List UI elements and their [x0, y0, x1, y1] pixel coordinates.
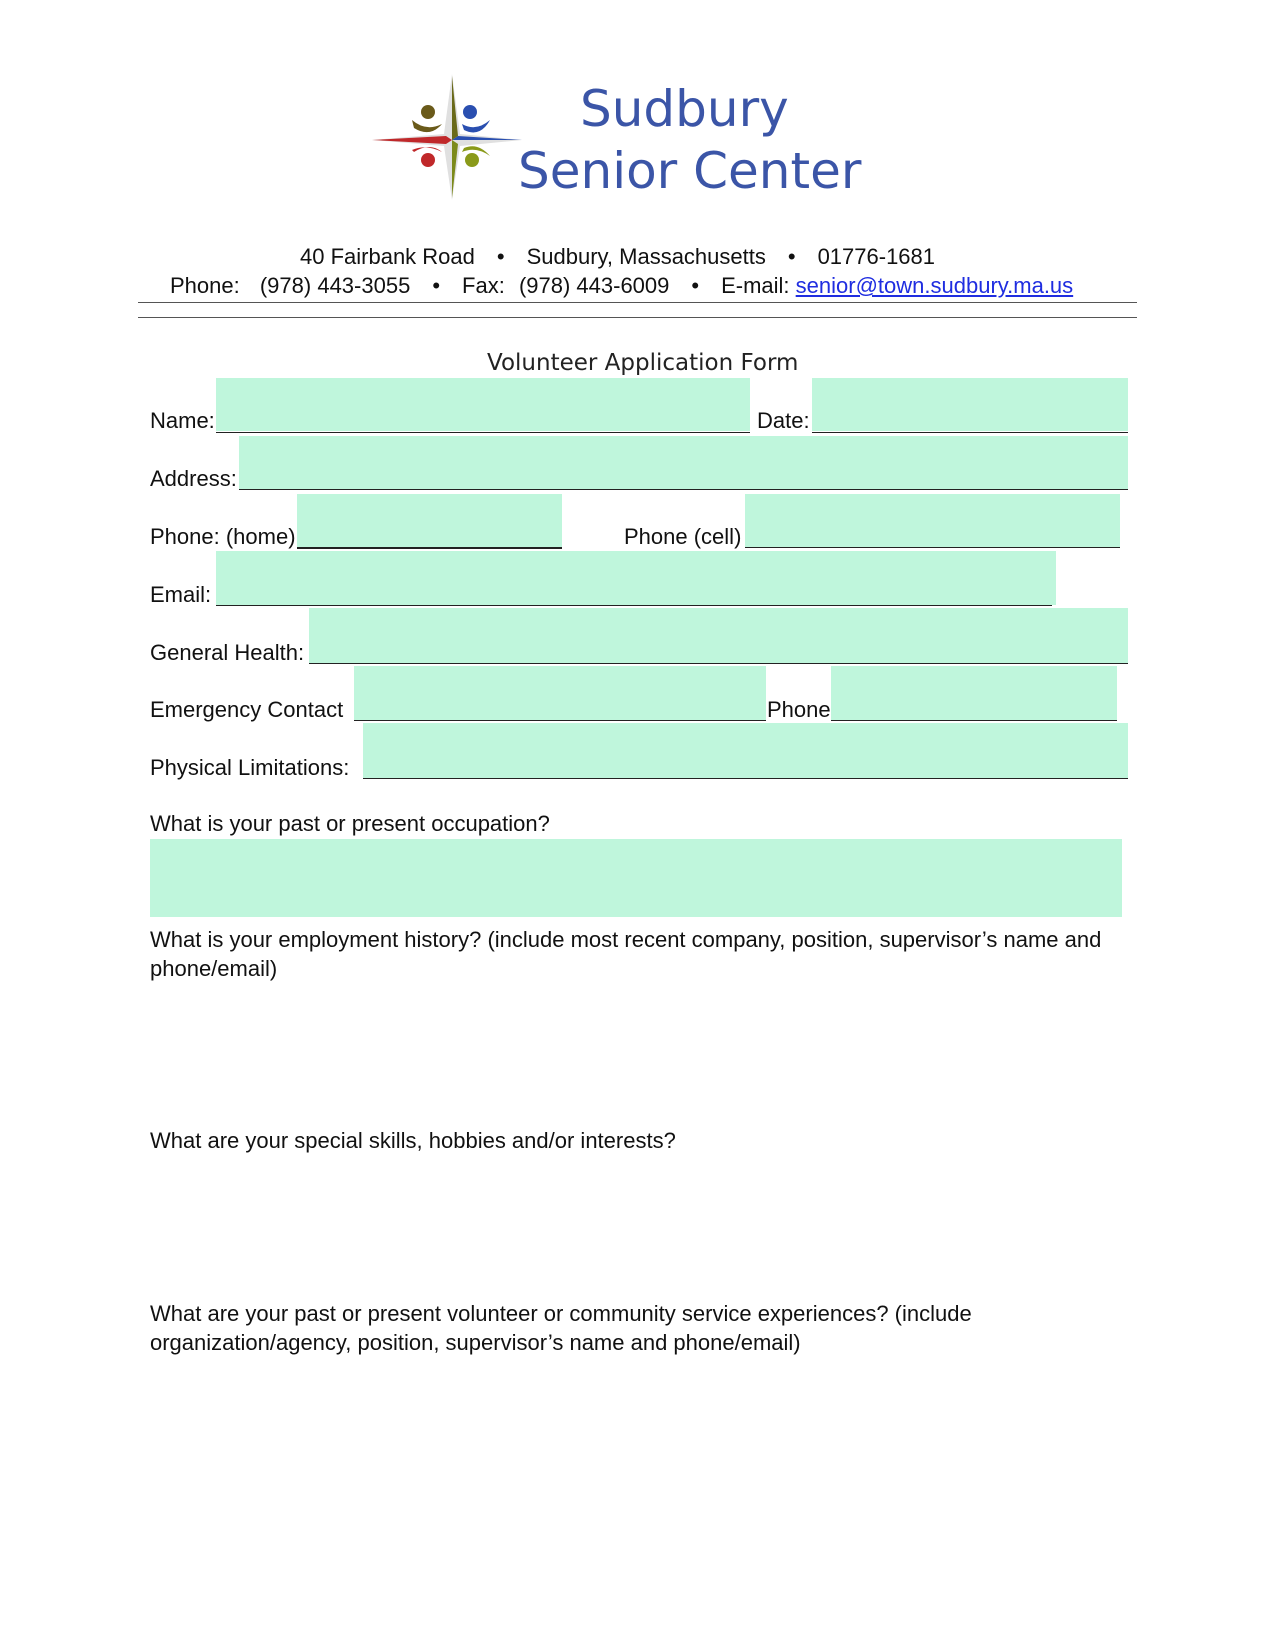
skills-question: What are your special skills, hobbies and/or interests?: [150, 1128, 676, 1153]
fax-number: (978) 443-6009: [518, 273, 670, 298]
address-label: Address:: [150, 466, 237, 491]
general-health-input[interactable]: [309, 608, 1128, 663]
logo: [372, 72, 862, 212]
email-field-label: Email:: [150, 582, 212, 607]
bullet-separator: •: [432, 273, 441, 298]
phone-home-underline: [297, 547, 562, 549]
email-link[interactable]: senior@town.sudbury.ma.us: [795, 273, 1074, 298]
bullet-separator: •: [496, 244, 505, 269]
name-input[interactable]: [216, 378, 750, 431]
email-input[interactable]: [216, 551, 1056, 605]
contact-line: [170, 275, 1073, 297]
phone-home-input[interactable]: [297, 494, 562, 547]
occupation-question: What is your past or present occupation?: [150, 811, 550, 836]
emergency-phone-input[interactable]: [831, 666, 1117, 720]
address-underline: [239, 489, 1128, 490]
phone-number: (978) 443-3055: [259, 273, 411, 298]
phone-cell-label: Phone (cell): [624, 524, 742, 549]
email-label: E-mail:: [721, 273, 790, 298]
general-health-label: General Health:: [150, 640, 305, 665]
city-state: Sudbury, Massachusetts: [526, 244, 766, 269]
occupation-input[interactable]: [150, 839, 1122, 917]
bullet-separator: •: [787, 244, 796, 269]
general-health-underline: [309, 663, 1128, 664]
senior-center-logo-icon: [372, 72, 532, 212]
divider-bottom: [138, 317, 1137, 318]
date-label: Date:: [757, 408, 810, 433]
name-underline: [216, 432, 750, 433]
email-underline: [216, 605, 1052, 606]
form-title: Volunteer Application Form: [487, 350, 799, 376]
street-address: 40 Fairbank Road: [300, 244, 475, 269]
date-underline: [812, 432, 1128, 433]
employment-history-question: What is your employment history? (include most recent company, position, supervisor’s name and phone/email): [150, 927, 1102, 981]
volunteer-experience-question: What are your past or present volunteer or community service experiences? (include organization/agency, position, supervisor’s name and phone/email): [150, 1301, 972, 1355]
logo-line-1: Sudbury: [580, 80, 789, 138]
phone-cell-input[interactable]: [745, 494, 1120, 547]
logo-line-2: Senior Center: [518, 142, 862, 200]
name-label: Name:: [150, 408, 215, 433]
address-line: [300, 246, 935, 268]
emergency-contact-underline: [354, 720, 766, 721]
phone-label: Phone:: [170, 273, 240, 298]
phone-cell-underline: [745, 547, 1120, 548]
zip-code: 01776-1681: [817, 244, 936, 269]
fax-label: Fax:: [462, 273, 505, 298]
physical-limitations-underline: [363, 778, 1128, 779]
emergency-phone-label: Phone: [767, 697, 831, 722]
emergency-contact-label: Emergency Contact: [150, 697, 344, 722]
phone-home-label: Phone: (home): [150, 524, 296, 549]
bullet-separator: •: [691, 273, 700, 298]
emergency-contact-input[interactable]: [354, 666, 766, 720]
date-input[interactable]: [812, 378, 1128, 431]
divider-top: [138, 302, 1137, 303]
physical-limitations-label: Physical Limitations:: [150, 755, 350, 780]
physical-limitations-input[interactable]: [363, 723, 1128, 778]
address-input[interactable]: [239, 436, 1128, 489]
emergency-phone-underline: [831, 720, 1117, 721]
